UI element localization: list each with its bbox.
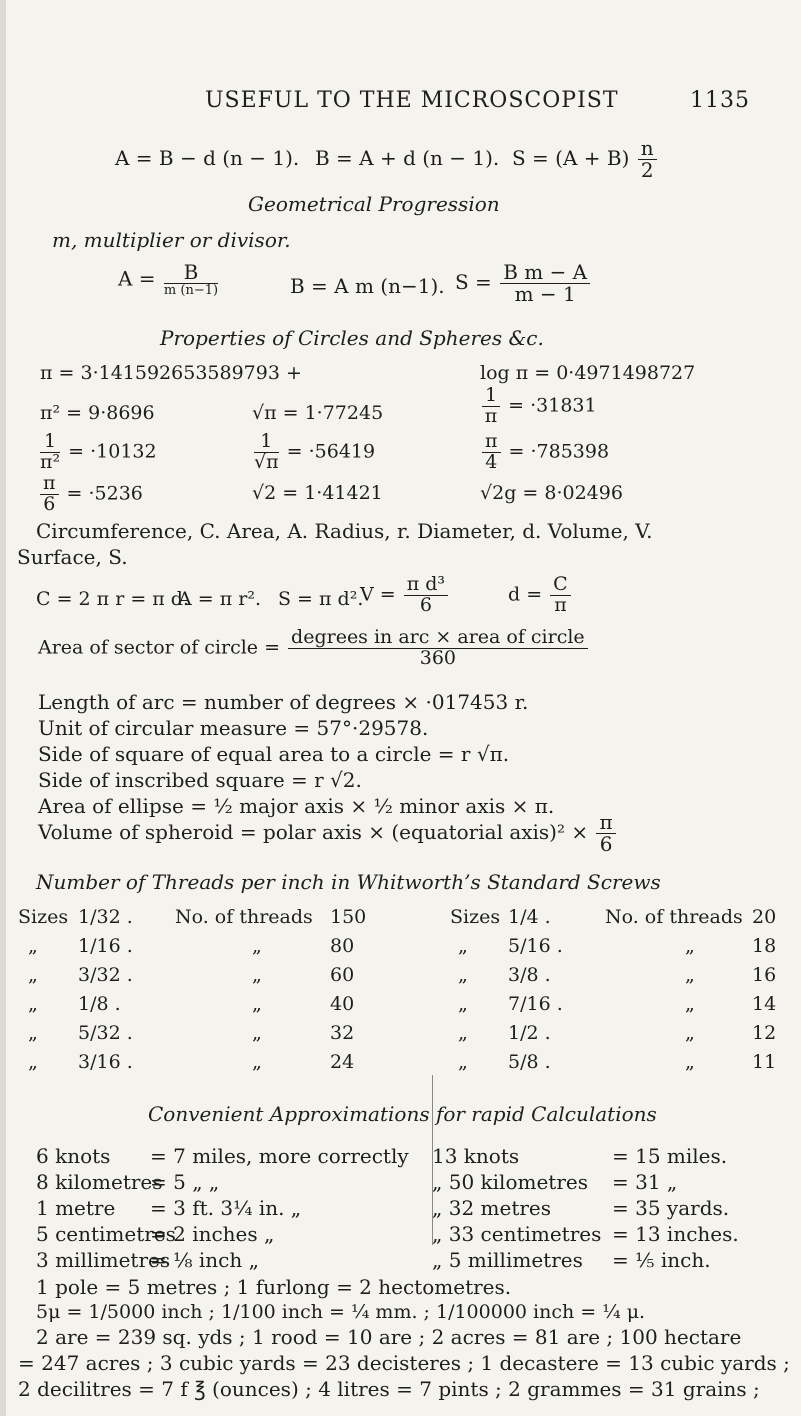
formula-s: S = (A + B) $\frac{n}{2}$	[512, 138, 659, 181]
ditto-mark: „	[685, 993, 695, 1015]
ditto-mark: „	[458, 935, 468, 957]
formula-a: A = B − d (n − 1).	[115, 146, 300, 170]
thread-count-left: 60	[330, 964, 355, 986]
approx-cell-c: „ 50 kilometres	[432, 1170, 588, 1194]
thread-size-left: 1/16 .	[78, 935, 133, 957]
approx-are-2: = 247 acres ; 3 cubic yards = 23 decisteres ; 1 decastere = 13 cubic yards ;	[18, 1351, 790, 1375]
legend-line-1: Circumference, C. Area, A. Radius, r. Diameter, d. Volume, V.	[36, 519, 653, 543]
threads-right-header: No. of threads	[605, 906, 743, 928]
approx-pole: 1 pole = 5 metres ; 1 furlong = 2 hectometres.	[36, 1275, 512, 1299]
approx-decilitres: 2 decilitres = 7 f ℥ (ounces) ; 4 litres = 7 pints ; 2 grammes = 31 grains ;	[18, 1377, 760, 1401]
approx-cell-a: 3 millimetres	[36, 1248, 171, 1272]
log-pi: log π = 0·4971498727	[480, 362, 696, 384]
geometric-intro: m, multiplier or divisor.	[52, 228, 291, 252]
ditto-mark: „	[28, 993, 38, 1015]
geometric-s: S = $\frac{\text{B m − A}}{m - 1}$	[455, 262, 592, 305]
approx-cell-d: = ⅕ inch.	[612, 1248, 711, 1272]
volume-formula: V = $\frac{\text{π d³}}{6}$	[360, 575, 450, 616]
thread-count-left: 32	[330, 1022, 355, 1044]
thread-count-right: 14	[752, 993, 777, 1015]
approx-cell-c: „ 33 centimetres	[432, 1222, 602, 1246]
ditto-mark: „	[685, 964, 695, 986]
inv-pi-squared: $\frac{1}{\text{π²}}$ = ·10132	[40, 430, 157, 473]
approx-cell-d: = 31 „	[612, 1170, 678, 1194]
approx-cell-b: = 3 ft. 3¼ in. „	[150, 1196, 302, 1220]
page-number: 1135	[690, 88, 750, 113]
approx-are-1: 2 are = 239 sq. yds ; 1 rood = 10 are ; 2 acres = 81 are ; 100 hectare	[36, 1325, 742, 1349]
geometric-a: A = B m (n−1)	[118, 260, 219, 298]
page-edge-shadow	[0, 0, 6, 1416]
approx-cell-d: = 15 miles.	[612, 1144, 728, 1168]
thread-size-right: 1/2 .	[508, 1022, 551, 1044]
approx-cell-a: 5 centimetres	[36, 1222, 176, 1246]
ditto-mark: „	[28, 964, 38, 986]
ditto-mark: „	[458, 964, 468, 986]
formula-b: B = A + d (n − 1).	[315, 146, 500, 170]
ditto-mark: „	[685, 1022, 695, 1044]
area-formula: A = π r².	[178, 588, 261, 610]
pi-over-4: $\frac{\pi}{4}$ = ·785398	[480, 432, 609, 473]
ditto-mark: „	[28, 935, 38, 957]
ditto-mark: „	[252, 964, 262, 986]
arc-length: Length of arc = number of degrees × ·017453 r.	[38, 690, 529, 714]
running-header: USEFUL TO THE MICROSCOPIST	[205, 88, 619, 113]
inv-sqrt-pi: $\frac{1}{√\pi}$ = ·56419	[254, 430, 376, 473]
ditto-mark: „	[252, 993, 262, 1015]
inscribed-square: Side of inscribed square = r √2.	[38, 768, 362, 792]
thread-count-right: 16	[752, 964, 777, 986]
thread-size-right: 7/16 .	[508, 993, 563, 1015]
sector-formula: Area of sector of circle = degrees in arc × area of circle 360	[38, 628, 590, 669]
approx-cell-b: = 2 inches „	[150, 1222, 275, 1246]
threads-left-label: Sizes	[18, 906, 69, 928]
approx-cell-c: 13 knots	[432, 1144, 520, 1168]
approx-cell-c: „ 5 millimetres	[432, 1248, 583, 1272]
circles-heading: Properties of Circles and Spheres &c.	[160, 326, 544, 350]
unit-circular-measure: Unit of circular measure = 57°·29578.	[38, 716, 429, 740]
thread-size-right: 3/8 .	[508, 964, 551, 986]
thread-count-right: 18	[752, 935, 777, 957]
thread-size-left: 3/16 .	[78, 1051, 133, 1073]
approx-cell-b: = 5 „ „	[150, 1170, 220, 1194]
thread-size-left: 1/8 .	[78, 993, 121, 1015]
geometric-b: B = A m (n−1).	[290, 274, 445, 298]
ditto-mark: „	[458, 1051, 468, 1073]
thread-size-right: 5/8 .	[508, 1051, 551, 1073]
thread-count-left: 40	[330, 993, 355, 1015]
thread-count-right: 12	[752, 1022, 777, 1044]
thread-count-right: 20	[752, 906, 777, 928]
legend-line-2: Surface, S.	[17, 545, 128, 569]
ditto-mark: „	[28, 1022, 38, 1044]
geometric-heading: Geometrical Progression	[248, 192, 500, 216]
ditto-mark: „	[252, 935, 262, 957]
one-over-pi: $\frac{1}{\pi}$ = ·31831	[480, 386, 597, 427]
sqrt-2: √2 = 1·41421	[252, 482, 383, 504]
ditto-mark: „	[28, 1051, 38, 1073]
thread-count-left: 80	[330, 935, 355, 957]
approx-cell-a: 6 knots	[36, 1144, 111, 1168]
threads-heading: Number of Threads per inch in Whitworth’s Standard Screws	[36, 870, 661, 894]
ditto-mark: „	[458, 1022, 468, 1044]
square-equal-area: Side of square of equal area to a circle = r √π.	[38, 742, 510, 766]
surface-formula: S = π d².	[278, 588, 364, 610]
spheroid-volume: Volume of spheroid = polar axis × (equatorial axis)² × $\frac{\pi}{6}$	[38, 812, 618, 855]
threads-right-label: Sizes	[450, 906, 501, 928]
ditto-mark: „	[685, 935, 695, 957]
thread-size-left: 3/32 .	[78, 964, 133, 986]
approx-cell-d: = 13 inches.	[612, 1222, 739, 1246]
ditto-mark: „	[685, 1051, 695, 1073]
sqrt-2g: √2g = 8·02496	[480, 482, 623, 504]
threads-left-header: No. of threads	[175, 906, 313, 928]
ellipse-area: Area of ellipse = ½ major axis × ½ minor axis × π.	[38, 794, 555, 818]
diameter-formula: d = $\frac{C}{\pi}$	[508, 575, 573, 616]
thread-size-left: 1/32 .	[78, 906, 133, 928]
approx-cell-c: „ 32 metres	[432, 1196, 552, 1220]
thread-size-right: 1/4 .	[508, 906, 551, 928]
thread-count-left: 24	[330, 1051, 355, 1073]
pi-over-6: $\frac{\pi}{6}$ = ·5236	[38, 474, 143, 515]
ditto-mark: „	[458, 993, 468, 1015]
circumference-formula: C = 2 π r = π d.	[36, 588, 190, 610]
approx-heading: Convenient Approximations for rapid Calculations	[148, 1102, 657, 1126]
thread-count-left: 150	[330, 906, 367, 928]
sqrt-pi: √π = 1·77245	[252, 402, 384, 424]
pi-value: π = 3·141592653589793 +	[40, 362, 302, 384]
approx-cell-a: 1 metre	[36, 1196, 116, 1220]
pi-squared: π² = 9·8696	[40, 402, 155, 424]
approx-cell-d: = 35 yards.	[612, 1196, 730, 1220]
thread-size-right: 5/16 .	[508, 935, 563, 957]
ditto-mark: „	[252, 1022, 262, 1044]
approx-cell-b: = 7 miles, more correctly	[150, 1144, 409, 1168]
ditto-mark: „	[252, 1051, 262, 1073]
approx-mu: 5μ = 1/5000 inch ; 1/100 inch = ¼ mm. ; 1/100000 inch = ¼ μ.	[36, 1301, 646, 1323]
thread-count-right: 11	[752, 1051, 777, 1073]
approx-cell-a: 8 kilometres	[36, 1170, 163, 1194]
thread-size-left: 5/32 .	[78, 1022, 133, 1044]
approx-cell-b: = ⅛ inch „	[150, 1248, 259, 1272]
